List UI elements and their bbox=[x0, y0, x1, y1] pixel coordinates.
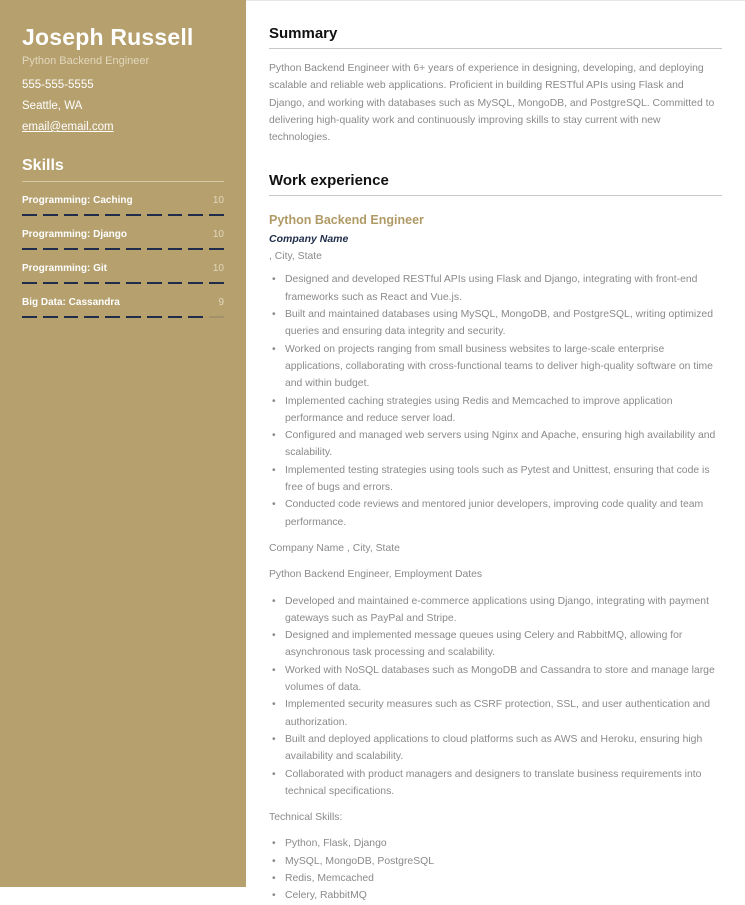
list-item: • Celery, RabbitMQ bbox=[269, 887, 722, 904]
skill-bar-segment bbox=[168, 214, 183, 216]
role-line: Python Backend Engineer, Employment Dates bbox=[269, 569, 483, 581]
list-item: • Worked on projects ranging from small business websites to large-scale enterprise applications, collaborating with cross-functional teams to deliver high-quality software on time and within budget. bbox=[269, 341, 722, 393]
candidate-name: Joseph Russell bbox=[22, 24, 194, 50]
skill-bar-segment bbox=[147, 282, 162, 284]
list-item: • MySQL, MongoDB, PostgreSQL bbox=[269, 853, 722, 870]
skill-bar-segment bbox=[168, 248, 183, 250]
skill-level: 10 bbox=[212, 229, 224, 240]
skills-list bbox=[22, 195, 224, 318]
skill-bar-segment bbox=[64, 316, 79, 318]
skill-bar-segment bbox=[126, 282, 141, 284]
skill-bar-segment bbox=[168, 316, 183, 318]
skill-bar-segment bbox=[209, 248, 224, 250]
skill-bar-segment bbox=[126, 316, 141, 318]
phone-number: 555-555-5555 bbox=[22, 79, 94, 91]
list-item: • Designed and developed RESTful APIs using Flask and Django, integrating with front-end frameworks such as React and Vue.js. bbox=[269, 271, 722, 306]
skill-bar-segment bbox=[209, 214, 224, 216]
skill-bar-segment bbox=[64, 248, 79, 250]
work-experience-heading: Work experience bbox=[269, 172, 722, 196]
list-item: • Configured and managed web servers using Nginx and Apache, ensuring high availability and scalability. bbox=[269, 427, 722, 462]
skill-bar-segment bbox=[22, 248, 37, 250]
skill-level: 10 bbox=[212, 263, 224, 274]
skill-level: 9 bbox=[218, 297, 224, 308]
company-name: Company Name bbox=[269, 233, 349, 246]
skill-bar-segment bbox=[43, 316, 58, 318]
list-item: • Implemented caching strategies using Redis and Memcached to improve application performance and reduce server load. bbox=[269, 393, 722, 428]
list-item: • Implemented testing strategies using tools such as Pytest and Unittest, ensuring that code is free of bugs and errors. bbox=[269, 462, 722, 497]
skill-bar-segment bbox=[43, 248, 58, 250]
location: Seattle, WA bbox=[22, 100, 83, 112]
list-item: • Built and deployed applications to cloud platforms such as AWS and Heroku, ensuring high availability and scalability. bbox=[269, 731, 722, 766]
skill-item bbox=[22, 263, 224, 284]
job-bullets-2 bbox=[269, 593, 722, 801]
skill-bar-segment bbox=[84, 214, 99, 216]
job-location: , City, State bbox=[269, 251, 322, 263]
skill-bar-segment bbox=[188, 316, 203, 318]
technical-skills-list bbox=[269, 835, 722, 904]
job-title: Python Backend Engineer bbox=[269, 213, 424, 228]
email-link[interactable]: email@email.com bbox=[22, 121, 114, 133]
skill-bar-segment bbox=[43, 282, 58, 284]
skill-bar-segment bbox=[126, 214, 141, 216]
skill-bar-segment bbox=[126, 248, 141, 250]
skill-bar-segment bbox=[209, 282, 224, 284]
list-item: • Developed and maintained e-commerce applications using Django, integrating with payment gateways such as PayPal and Stripe. bbox=[269, 593, 722, 628]
list-item: • Redis, Memcached bbox=[269, 870, 722, 887]
skill-item bbox=[22, 229, 224, 250]
list-item: • Designed and implemented message queues using Celery and RabbitMQ, allowing for asynchronous task processing and scalability. bbox=[269, 627, 722, 662]
main-content bbox=[246, 0, 745, 902]
list-item: • Built and maintained databases using MySQL, MongoDB, and PostgreSQL, writing optimized queries and ensuring data integrity and security. bbox=[269, 306, 722, 341]
skill-bar-segment bbox=[105, 316, 120, 318]
skill-bar bbox=[22, 282, 224, 284]
skill-bar-segment bbox=[84, 316, 99, 318]
skill-name: Programming: Git bbox=[22, 263, 108, 274]
list-item: • Conducted code reviews and mentored junior developers, improving code quality and team performance. bbox=[269, 496, 722, 531]
list-item: • Worked with NoSQL databases such as MongoDB and Cassandra to store and manage large volumes of data. bbox=[269, 662, 722, 697]
skill-bar-segment bbox=[147, 214, 162, 216]
skill-bar-segment bbox=[209, 316, 224, 318]
skill-item bbox=[22, 195, 224, 216]
technical-skills-label: Technical Skills: bbox=[269, 812, 343, 824]
skill-bar-segment bbox=[22, 282, 37, 284]
skill-bar-segment bbox=[105, 248, 120, 250]
sidebar bbox=[0, 0, 246, 887]
skill-level: 10 bbox=[212, 195, 224, 206]
skill-bar-segment bbox=[188, 248, 203, 250]
skill-bar-segment bbox=[147, 316, 162, 318]
skill-bar-segment bbox=[22, 214, 37, 216]
skill-bar-segment bbox=[147, 248, 162, 250]
skill-bar-segment bbox=[188, 214, 203, 216]
list-item: • Collaborated with product managers and designers to translate business requirements into technical specifications. bbox=[269, 766, 722, 801]
skill-bar-segment bbox=[105, 214, 120, 216]
skill-name: Programming: Django bbox=[22, 229, 128, 240]
skill-name: Big Data: Cassandra bbox=[22, 297, 120, 308]
skill-bar-segment bbox=[43, 214, 58, 216]
skill-bar-segment bbox=[64, 214, 79, 216]
summary-heading: Summary bbox=[269, 25, 722, 49]
list-item: • Python, Flask, Django bbox=[269, 835, 722, 852]
skill-bar bbox=[22, 248, 224, 250]
skill-bar-segment bbox=[64, 282, 79, 284]
skill-bar-segment bbox=[105, 282, 120, 284]
skill-item bbox=[22, 297, 224, 318]
skill-name: Programming: Caching bbox=[22, 195, 133, 206]
job-bullets-1 bbox=[269, 271, 722, 530]
company-line: Company Name , City, State bbox=[269, 542, 400, 554]
skill-bar-segment bbox=[168, 282, 183, 284]
summary-text: Python Backend Engineer with 6+ years of experience in designing, developing, and deploying scalable and reliable web applications. Proficient in building RESTful APIs using Flask and Django, and working with databases such as MySQL, MongoDB, and PostgreSQL. Committed to delivering high-quality work and continuously improving skills to stay current with new technologies. bbox=[269, 63, 715, 144]
candidate-role: Python Backend Engineer bbox=[22, 55, 150, 67]
skill-bar-segment bbox=[84, 282, 99, 284]
skill-bar-segment bbox=[84, 248, 99, 250]
skill-bar-segment bbox=[22, 316, 37, 318]
skills-heading: Skills bbox=[22, 157, 224, 182]
skill-bar bbox=[22, 316, 224, 318]
skill-bar bbox=[22, 214, 224, 216]
list-item: • Implemented security measures such as CSRF protection, SSL, and user authentication and authorization. bbox=[269, 696, 722, 731]
skill-bar-segment bbox=[188, 282, 203, 284]
